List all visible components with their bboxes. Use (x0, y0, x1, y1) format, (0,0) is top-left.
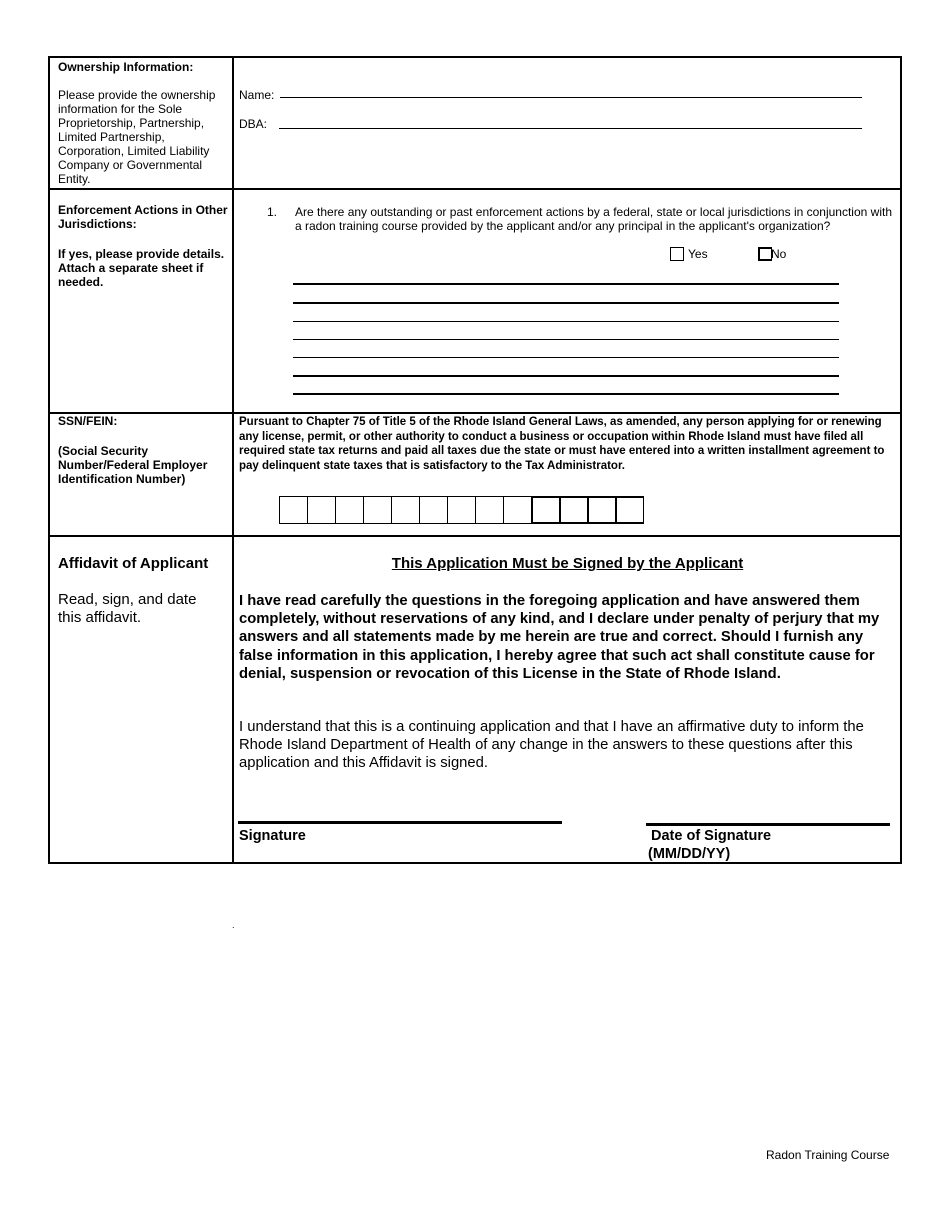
ssn-digit-box[interactable] (307, 496, 336, 524)
ssn-digit-box[interactable] (503, 496, 532, 524)
ssn-subheading: (Social Security Number/Federal Employer Identification Number) (58, 444, 208, 486)
tax-law-text: Pursuant to Chapter 75 of Title 5 of the Rhode Island General Laws, as amended, any person applying for or renewing any license, permit, or other authority to conduct a business or occupation within Rhode Island must have filed all required state tax returns and paid all taxes due the state or must have entered into a written installment agreement to pay delinquent state taxes that is satisfactory to the Tax Administrator. (239, 416, 885, 472)
signature-line[interactable] (238, 821, 562, 824)
dba-label: DBA: (239, 117, 268, 131)
ssn-digit-box[interactable] (363, 496, 392, 524)
ssn-digit-box[interactable] (419, 496, 448, 524)
detail-line[interactable] (293, 283, 839, 285)
affidavit-instruction: Read, sign, and date this affidavit. (58, 591, 197, 626)
affidavit-title: This Application Must be Signed by the Applicant (391, 555, 744, 572)
ssn-digit-box[interactable] (587, 496, 616, 524)
application-form (48, 56, 902, 864)
affidavit-heading: Affidavit of Applicant (58, 555, 209, 572)
row-divider (50, 535, 900, 537)
detail-line[interactable] (293, 339, 839, 340)
detail-line[interactable] (293, 302, 839, 304)
no-checkbox[interactable] (758, 247, 772, 261)
ssn-heading: SSN/FEIN: (58, 414, 118, 428)
yes-label: Yes (688, 247, 708, 261)
ssn-digit-box[interactable] (615, 496, 644, 524)
date-line[interactable] (646, 823, 890, 826)
detail-line[interactable] (293, 321, 839, 322)
footer-course-name: Radon Training Course (766, 1148, 890, 1162)
name-field[interactable] (280, 97, 862, 98)
enforcement-question: Are there any outstanding or past enforcement actions by a federal, state or local jurisdictions in conjunction with a radon training course provided by the applicant and/or any principal in the applicant's organization? (295, 205, 892, 233)
column-divider (232, 58, 234, 862)
detail-line[interactable] (293, 375, 839, 377)
ssn-digit-box[interactable] (335, 496, 364, 524)
ssn-digit-box[interactable] (475, 496, 504, 524)
name-label: Name: (239, 88, 275, 102)
detail-line[interactable] (293, 357, 839, 358)
ssn-digit-box[interactable] (559, 496, 588, 524)
ownership-heading: Ownership Information: (58, 60, 194, 74)
affidavit-continuing-duty: I understand that this is a continuing application and that I have an affirmative duty to inform the Rhode Island Department of Health of any change in the answers to these questions after this application and this Affidavit is signed. (239, 719, 864, 771)
stray-dot: . (232, 920, 235, 930)
question-number: 1. (267, 205, 278, 219)
ssn-digit-boxes[interactable] (279, 496, 643, 524)
signature-label: Signature (239, 828, 306, 844)
enforcement-heading: Enforcement Actions in Other Jurisdictions: (58, 203, 228, 231)
dba-field[interactable] (279, 128, 862, 129)
yes-checkbox[interactable] (670, 247, 684, 261)
date-format: (MM/DD/YY) (648, 846, 731, 862)
detail-line[interactable] (293, 393, 839, 395)
ssn-digit-box[interactable] (279, 496, 308, 524)
ownership-description: Please provide the ownership information for the Sole Proprietorship, Partnership, Limited Partnership, Corporation, Limited Liability Company or Governmental Entity. (58, 88, 216, 186)
ssn-digit-box[interactable] (447, 496, 476, 524)
no-label: No (771, 247, 787, 261)
row-divider (50, 188, 900, 190)
enforcement-instruction: If yes, please provide details. Attach a separate sheet if needed. (58, 247, 225, 289)
ssn-digit-box[interactable] (391, 496, 420, 524)
date-label: Date of Signature (651, 828, 772, 844)
ssn-digit-box[interactable] (531, 496, 560, 524)
affidavit-declaration: I have read carefully the questions in the foregoing application and have answered them completely, without reservations of any kind, and I declare under penalty of perjury that my answers and all statements made by me herein are true and correct. Should I furnish any false information in this application, I hereby agree that such act shall constitute cause for denial, suspension or revocation of this License in the State of Rhode Island. (239, 593, 880, 682)
